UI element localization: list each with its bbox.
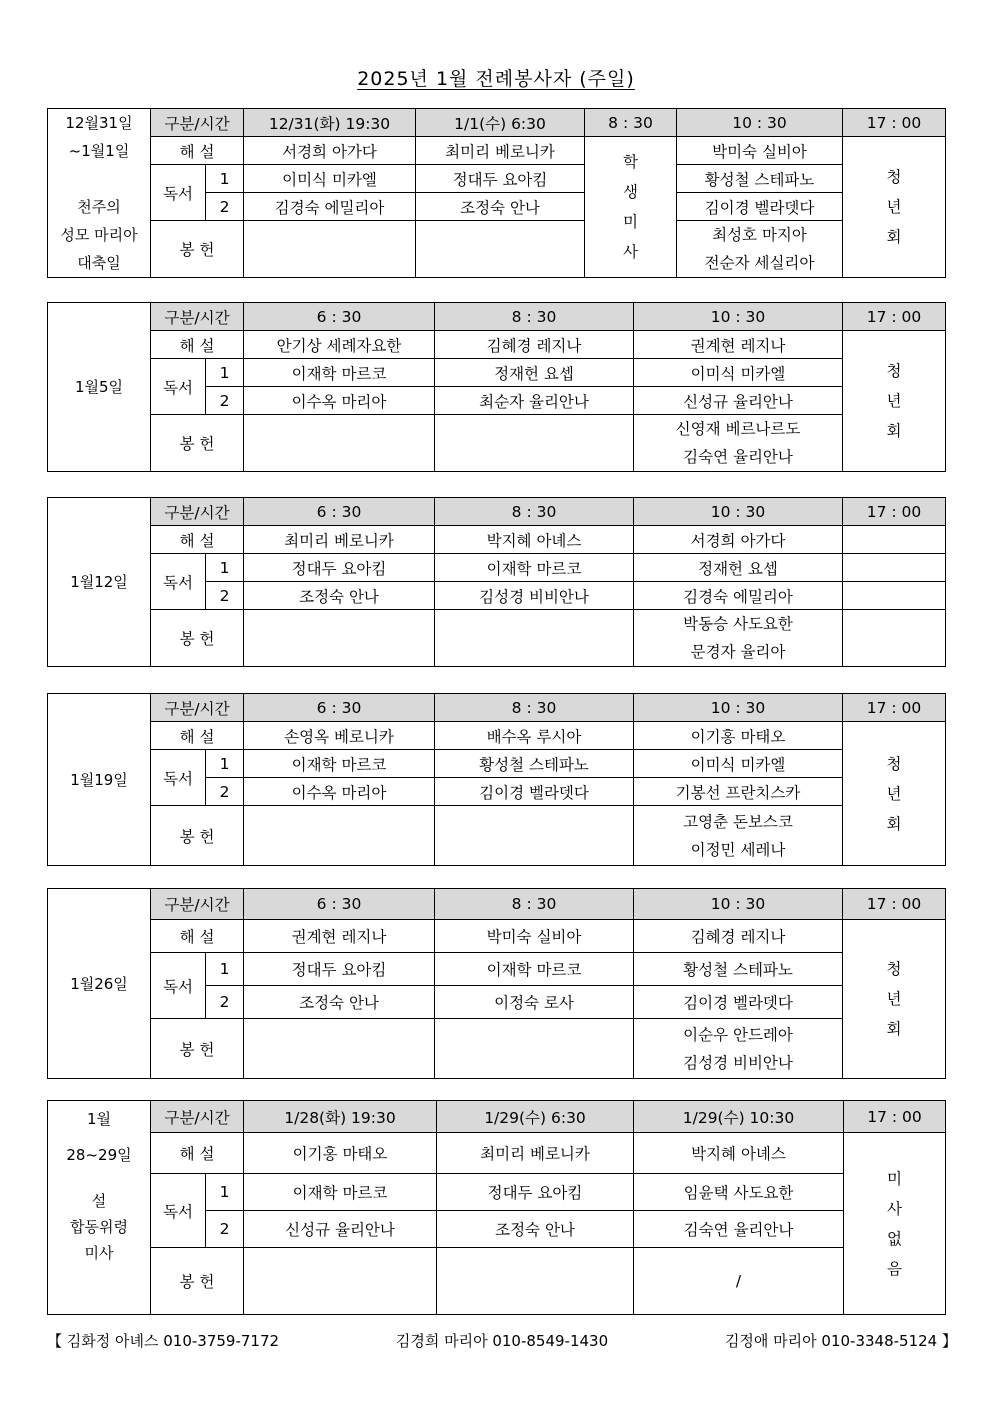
reading2-cell (843, 582, 946, 610)
time-header: 1/29(수) 10:30 (634, 1101, 844, 1133)
time-header: 8 : 30 (585, 109, 677, 137)
schedule-table-dec31-jan1 (47, 108, 946, 278)
offering-cell (244, 806, 435, 866)
commentary-label: 해 설 (151, 722, 244, 750)
offering-name: 신영재 베르나르도 (675, 420, 801, 438)
reading2-cell: 이정숙 로사 (435, 986, 634, 1019)
reading-number: 2 (206, 193, 244, 221)
time-header: 10 : 30 (634, 498, 843, 526)
reading-label: 독서 (151, 1174, 206, 1248)
offering-label: 봉 헌 (151, 806, 244, 866)
offering-cell (634, 415, 843, 472)
offering-label: 봉 헌 (151, 415, 244, 472)
reading1-cell: 황성철 스테파노 (634, 953, 843, 986)
commentary-cell: 안기상 세례자요한 (244, 331, 435, 359)
reading2-cell: 김이경 벨라뎃다 (677, 193, 843, 221)
reading-number: 1 (206, 554, 244, 582)
commentary-cell: 배수옥 루시아 (435, 722, 634, 750)
vertical-char: 사 (623, 243, 638, 261)
vertical-char: 청 (886, 362, 902, 380)
offering-label: 봉 헌 (151, 610, 244, 667)
date-line: 1월 (86, 1110, 112, 1128)
category-time-header: 구분/시간 (151, 1101, 244, 1133)
reading2-cell: 조정숙 안나 (244, 986, 435, 1019)
offering-cell (244, 610, 435, 667)
date-cell (48, 1101, 151, 1315)
feast-line: 대축일 (77, 254, 121, 272)
offering-name: 김성경 비비안나 (683, 1053, 793, 1072)
time-header: 8 : 30 (435, 498, 634, 526)
offering-cell (843, 610, 946, 667)
youth-group-cell (843, 722, 946, 866)
reading-number: 2 (206, 1211, 244, 1248)
time-header: 17 : 00 (843, 109, 946, 137)
offering-name: 이정민 세레나 (690, 840, 786, 859)
commentary-cell: 서경희 아가다 (634, 526, 843, 554)
offering-cell (244, 1019, 435, 1079)
reading1-cell: 정대두 요아킴 (437, 1174, 634, 1211)
time-header: 1/29(수) 6:30 (437, 1101, 634, 1133)
vertical-char: 학 (623, 153, 638, 171)
category-time-header: 구분/시간 (151, 498, 244, 526)
reading2-cell: 기봉선 프란치스카 (634, 778, 843, 806)
date-line: 12월31일 (65, 114, 133, 132)
category-time-header: 구분/시간 (151, 109, 244, 137)
offering-name: 문경자 율리아 (690, 643, 786, 661)
offering-cell (634, 610, 843, 667)
offering-name: 김숙연 율리안나 (683, 448, 793, 466)
reading1-cell: 임윤택 사도요한 (634, 1174, 844, 1211)
occasion-line: 합동위령 (70, 1218, 128, 1236)
reading2-cell: 김이경 벨라뎃다 (634, 986, 843, 1019)
commentary-cell: 최미리 베로니카 (244, 526, 435, 554)
reading1-cell: 이미식 미카엘 (634, 359, 843, 387)
category-time-header: 구분/시간 (151, 694, 244, 722)
commentary-cell: 서경희 아가다 (244, 137, 416, 165)
offering-cell (634, 1019, 843, 1079)
date-line: ~1월1일 (68, 142, 130, 160)
feast-line: 천주의 (77, 198, 121, 216)
date-cell: 1월5일 (48, 303, 151, 472)
reading1-cell: 정재헌 요셉 (435, 359, 634, 387)
time-header: 17 : 00 (844, 1101, 946, 1133)
reading-number: 2 (206, 387, 244, 415)
vertical-char: 생 (623, 183, 638, 201)
vertical-char: 회 (886, 1020, 902, 1038)
reading1-cell: 정대두 요아킴 (416, 165, 585, 193)
time-header: 17 : 00 (843, 303, 946, 331)
offering-cell (634, 806, 843, 866)
offering-cell: / (634, 1248, 844, 1315)
vertical-char: 년 (886, 392, 902, 410)
schedule-table-jan12 (47, 497, 946, 667)
page-title: 2025년 1월 전례봉사자 (주일) (357, 68, 635, 90)
reading-number: 2 (206, 986, 244, 1019)
reading1-cell: 이재학 마르코 (435, 554, 634, 582)
time-header: 17 : 00 (843, 694, 946, 722)
reading1-cell: 황성철 스테파노 (677, 165, 843, 193)
reading2-cell: 조정숙 안나 (437, 1211, 634, 1248)
commentary-cell: 박미숙 실비아 (435, 920, 634, 953)
vertical-char: 미 (887, 1169, 902, 1188)
reading2-cell: 이수옥 마리아 (244, 778, 435, 806)
reading1-cell: 정대두 요아킴 (244, 554, 435, 582)
time-header: 10 : 30 (634, 889, 843, 920)
time-header: 1/1(수) 6:30 (416, 109, 585, 137)
offering-cell (244, 1248, 437, 1315)
category-time-header: 구분/시간 (151, 889, 244, 920)
commentary-label: 해 설 (151, 331, 244, 359)
reading1-cell: 이미식 미카엘 (244, 165, 416, 193)
commentary-cell: 권계현 레지나 (634, 331, 843, 359)
commentary-label: 해 설 (151, 137, 244, 165)
reading2-cell: 김경숙 에밀리아 (244, 193, 416, 221)
commentary-cell: 이기홍 마태오 (244, 1133, 437, 1174)
vertical-char: 청 (886, 960, 902, 978)
reading-number: 1 (206, 953, 244, 986)
vertical-char: 없 (887, 1229, 902, 1248)
reading2-cell: 이수옥 마리아 (244, 387, 435, 415)
reading-number: 1 (206, 1174, 244, 1211)
time-header: 10 : 30 (634, 303, 843, 331)
category-time-header: 구분/시간 (151, 303, 244, 331)
commentary-cell: 최미리 베로니카 (437, 1133, 634, 1174)
offering-cell (435, 1019, 634, 1079)
youth-group-cell (843, 331, 946, 472)
reading-number: 2 (206, 778, 244, 806)
vertical-char: 사 (887, 1199, 902, 1218)
time-header: 6 : 30 (244, 694, 435, 722)
reading2-cell: 조정숙 안나 (244, 582, 435, 610)
reading1-cell: 이재학 마르코 (244, 359, 435, 387)
commentary-cell: 박미숙 실비아 (677, 137, 843, 165)
commentary-cell: 박지혜 아녜스 (435, 526, 634, 554)
time-header: 1/28(화) 19:30 (244, 1101, 437, 1133)
reading-label: 독서 (151, 953, 206, 1019)
offering-name: 전순자 세실리아 (704, 254, 815, 272)
contact-entry: 김경희 마리아 010-8549-1430 (395, 1332, 609, 1350)
reading1-cell: 이재학 마르코 (435, 953, 634, 986)
time-header: 6 : 30 (244, 889, 435, 920)
reading1-cell (843, 554, 946, 582)
reading2-cell: 김이경 벨라뎃다 (435, 778, 634, 806)
commentary-cell: 최미리 베로니카 (416, 137, 585, 165)
reading1-cell: 이재학 마르코 (244, 1174, 437, 1211)
date-cell: 1월26일 (48, 889, 151, 1079)
time-header: 6 : 30 (244, 498, 435, 526)
offering-cell (435, 415, 634, 472)
occasion-line: 설 (91, 1192, 107, 1210)
vertical-char: 년 (886, 198, 902, 216)
offering-name: 최성호 마지아 (712, 226, 807, 244)
time-header: 8 : 30 (435, 303, 634, 331)
commentary-cell: 김혜경 레지나 (634, 920, 843, 953)
reading1-cell: 정대두 요아킴 (244, 953, 435, 986)
reading1-cell: 이재학 마르코 (244, 750, 435, 778)
offering-label: 봉 헌 (151, 1248, 244, 1315)
time-header: 12/31(화) 19:30 (244, 109, 416, 137)
time-header: 8 : 30 (435, 694, 634, 722)
offering-name: 박동승 사도요한 (683, 615, 793, 633)
reading2-cell: 신성규 율리안나 (634, 387, 843, 415)
vertical-char: 청 (886, 168, 902, 186)
reading-number: 1 (206, 165, 244, 193)
reading-label: 독서 (151, 554, 206, 610)
date-cell: 1월12일 (48, 498, 151, 667)
time-header: 10 : 30 (634, 694, 843, 722)
youth-group-cell (843, 137, 946, 278)
offering-cell (244, 221, 416, 278)
reading-number: 1 (206, 750, 244, 778)
reading1-cell: 정재헌 요셉 (634, 554, 843, 582)
youth-group-cell (843, 920, 946, 1079)
offering-cell (244, 415, 435, 472)
reading2-cell: 최순자 율리안나 (435, 387, 634, 415)
vertical-char: 청 (886, 754, 902, 773)
reading-label: 독서 (151, 165, 206, 221)
vertical-char: 년 (886, 784, 902, 803)
offering-label: 봉 헌 (151, 1019, 244, 1079)
reading2-cell: 신성규 율리안나 (244, 1211, 437, 1248)
commentary-cell (843, 526, 946, 554)
commentary-cell: 손영옥 베로니카 (244, 722, 435, 750)
vertical-char: 년 (886, 990, 902, 1008)
contact-entry: 【 김화정 아녜스 010-3759-7172 (47, 1332, 280, 1350)
reading-label: 독서 (151, 359, 206, 415)
schedule-table-jan5 (47, 302, 946, 472)
no-mass-cell (844, 1133, 946, 1315)
commentary-cell: 권계현 레지나 (244, 920, 435, 953)
reading1-cell: 황성철 스테파노 (435, 750, 634, 778)
offering-cell (435, 610, 634, 667)
vertical-char: 회 (886, 422, 902, 440)
reading2-cell: 김경숙 에밀리아 (634, 582, 843, 610)
time-header: 17 : 00 (843, 498, 946, 526)
schedule-table-jan19 (47, 693, 946, 866)
commentary-label: 해 설 (151, 526, 244, 554)
reading-number: 1 (206, 359, 244, 387)
offering-label: 봉 헌 (151, 221, 244, 278)
contact-footer (47, 1330, 957, 1351)
schedule-table-jan28-29 (47, 1100, 946, 1315)
reading2-cell: 김숙연 율리안나 (634, 1211, 844, 1248)
commentary-cell: 김혜경 레지나 (435, 331, 634, 359)
reading-label: 독서 (151, 750, 206, 806)
offering-cell (437, 1248, 634, 1315)
commentary-label: 해 설 (151, 1133, 244, 1174)
student-mass-cell (585, 137, 677, 278)
offering-name: 고영춘 돈보스코 (683, 812, 793, 831)
feast-line: 성모 마리아 (60, 226, 138, 244)
time-header: 17 : 00 (843, 889, 946, 920)
vertical-char: 회 (886, 814, 902, 833)
commentary-label: 해 설 (151, 920, 244, 953)
time-header: 10 : 30 (677, 109, 843, 137)
vertical-char: 미 (623, 213, 638, 231)
vertical-char: 회 (886, 228, 902, 246)
commentary-cell: 이기홍 마태오 (634, 722, 843, 750)
reading1-cell: 이미식 미카엘 (634, 750, 843, 778)
contact-entry: 김정애 마리아 010-3348-5124 】 (724, 1332, 957, 1350)
time-header: 6 : 30 (244, 303, 435, 331)
commentary-cell: 박지혜 아녜스 (634, 1133, 844, 1174)
offering-name: 이순우 안드레아 (683, 1025, 793, 1044)
date-line: 28~29일 (66, 1146, 132, 1164)
reading2-cell: 김성경 비비안나 (435, 582, 634, 610)
offering-cell (435, 806, 634, 866)
offering-cell (677, 221, 843, 278)
schedule-table-jan26 (47, 888, 946, 1079)
time-header: 8 : 30 (435, 889, 634, 920)
date-cell (48, 109, 151, 278)
occasion-line: 미사 (84, 1244, 114, 1262)
vertical-char: 음 (887, 1259, 902, 1278)
offering-cell (416, 221, 585, 278)
date-cell: 1월19일 (48, 694, 151, 866)
reading-number: 2 (206, 582, 244, 610)
reading2-cell: 조정숙 안나 (416, 193, 585, 221)
